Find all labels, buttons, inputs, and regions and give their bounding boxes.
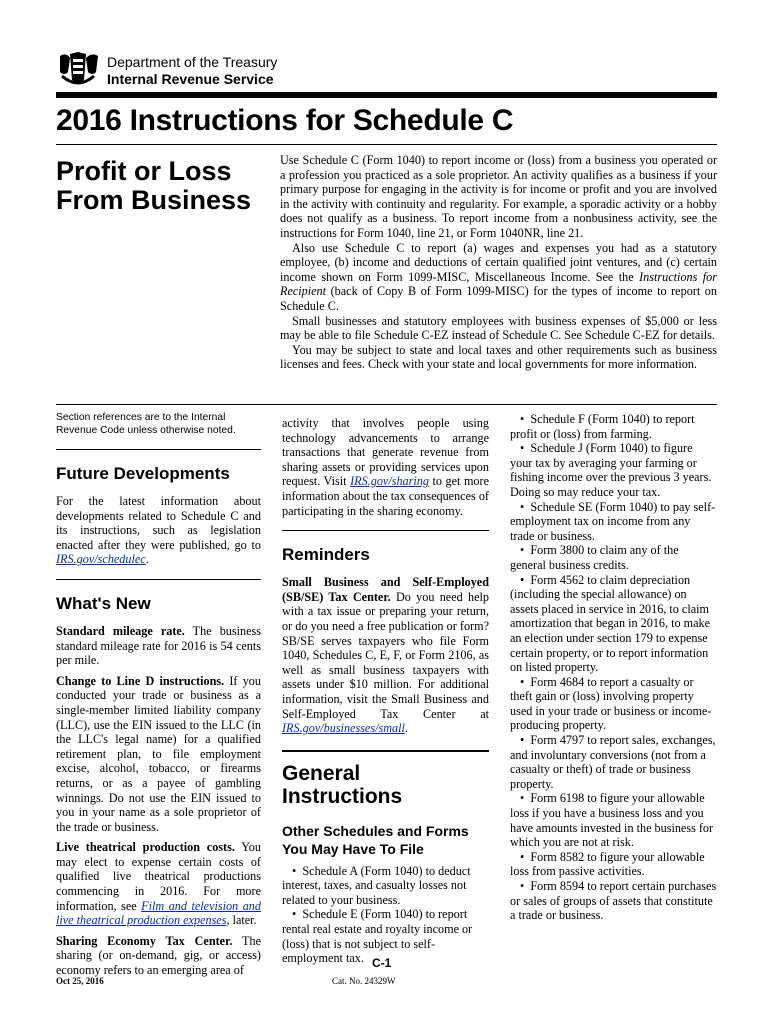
runin-label: Sharing Economy Tax Center.	[56, 933, 233, 948]
revision-date: Oct 25, 2016	[56, 976, 104, 986]
text-span: The sharing (or on-demand, gig, or access) economy refers to an emerging area of	[56, 933, 261, 978]
text-span: to get more information about the tax consequences of participating in the sharing economy.	[282, 474, 489, 518]
line-d-paragraph	[56, 674, 261, 835]
future-developments-heading: Future Developments	[56, 464, 230, 483]
list-item-text: Form 8594 to report certain purchases or sales of groups of assets that constitute a trade or business.	[510, 879, 717, 923]
list-item: • Schedule J (Form 1040) to figure your tax by averaging your farming or fishing income over the previous 3 years. Doing so may reduce your tax.	[510, 441, 712, 499]
intro-paragraph: Use Schedule C (Form 1040) to report income or (loss) from a business you operated or a profession you practiced as a sole proprietor. An activity qualifies as a business if your primary purpose for engaging in the activity is for income or profit and you are involved in the activity with continuity and regularity. For example, a sporadic activity or a hobby does not qualify as a business. To report income from a nonbusiness activity, see the instructions for Form 1040, line 21, or Form 1040NR, line 21.	[280, 153, 717, 240]
column-3	[510, 412, 717, 923]
section-note: Section references are to the Internal Revenue Code unless otherwise noted.	[56, 412, 236, 436]
intro-italic: Instructions for Recipient	[280, 269, 717, 299]
intro-text-span: (back of Copy B of Form 1099-MISC) for the types of income to report on Schedule C.	[280, 284, 717, 313]
whats-new-heading: What's New	[56, 593, 151, 613]
department-name: Department of the Treasury	[107, 54, 278, 70]
intro-text	[280, 153, 717, 372]
small-business-link[interactable]: IRS.gov/businesses/small	[282, 721, 405, 736]
list-item-text: Form 4562 to claim depreciation (including the special allowance) on assets placed in service in 2016, to claim amortization that began in 2016, to make an election under section 179 to expense certain property, or to report information on listed property.	[510, 572, 711, 675]
text-span: activity that involves people using technology advancements to arrange transactions that generate revenue from sharing assets or providing services upon request. Visit	[282, 416, 489, 489]
list-item: • Form 6198 to figure your allowable loss if you have a business loss and you have amounts invested in the business for which you are not at risk.	[510, 791, 714, 850]
agency-name: Internal Revenue Service	[107, 71, 274, 87]
list-item: • Form 3800 to claim any of the general business credits.	[510, 543, 679, 572]
sharing-link[interactable]: IRS.gov/sharing	[350, 474, 429, 489]
text-span: If you conducted your trade or business as a single-member limited liability company (LLC), use the EIN issued to the LLC (in the LLC's legal name) for a qualified retirement plan, to file employment excise, alcohol, tobacco, or firearms returns, or as a payee of gambling winnings. Do not use the EIN issued to you in your name as a sole proprietor of the trade or business.	[56, 673, 261, 834]
other-schedules-heading: Other Schedules and Forms You May Have To File	[282, 822, 469, 857]
list-item: • Schedule F (Form 1040) to report profit or (loss) from farming.	[510, 412, 695, 441]
text-span: , later.	[226, 913, 257, 928]
reminders-heading: Reminders	[282, 545, 370, 565]
theatrical-link[interactable]: Film and television and live theatrical production expenses	[56, 898, 261, 928]
text-span: The business standard mileage rate for 2016 is 54 cents per mile.	[56, 623, 261, 668]
sharing-paragraph	[56, 934, 261, 978]
divider	[56, 579, 261, 580]
intro-paragraph: Small businesses and statutory employees with business expenses of $5,000 or less may be able to file Schedule C-EZ instead of Schedule C. See Schedule C-EZ for details.	[280, 313, 717, 343]
text-span: For the latest information about developments related to Schedule C and its instructions, such as legislation enacted after they were published, go to	[56, 494, 261, 552]
intro-rule	[56, 404, 717, 405]
page-subtitle	[56, 157, 251, 215]
divider	[282, 750, 489, 752]
list-item-text: Form 6198 to figure your allowable loss if you have a business loss and you have amounts invested in the business for which you are not at risk.	[510, 791, 714, 850]
divider	[56, 449, 261, 450]
text-span: You may elect to expense certain costs of qualified live theatrical productions commencing in 2016. For more information, see	[56, 840, 261, 913]
schedulec-link[interactable]: IRS.gov/schedulec	[56, 552, 146, 567]
subtitle-line: From Business	[56, 185, 252, 215]
list-item: • Form 8594 to report certain purchases or sales of groups of assets that constitute a trade or business.	[510, 879, 717, 923]
text-span: .	[404, 721, 408, 736]
list-item: • Schedule E (Form 1040) to report rental real estate and royalty income or (loss) that is not subject to self-employment tax.	[282, 907, 473, 966]
heading-line: Instructions	[282, 784, 403, 808]
mileage-paragraph	[56, 624, 261, 668]
page-number: C-1	[372, 956, 392, 970]
sharing-continued-paragraph	[282, 416, 489, 518]
heading-line: General	[282, 761, 361, 785]
list-item-text: Schedule F (Form 1040) to report profit or (loss) from farming.	[510, 412, 695, 441]
theatrical-paragraph	[56, 840, 261, 928]
divider	[282, 530, 489, 531]
future-developments-text	[56, 494, 261, 567]
irs-eagle-logo-icon	[56, 50, 100, 88]
list-item-text: Form 4797 to report sales, exchanges, and involuntary conversions (not from a casualty or theft) of trade or business property.	[510, 733, 716, 791]
subtitle-line: Profit or Loss	[56, 156, 232, 186]
sbse-paragraph	[282, 575, 489, 736]
list-item: • Form 4562 to claim depreciation (including the special allowance) on assets placed in service in 2016, to claim amortization that began in 2016, to make an election under section 179 to expense certain property, or to report information on listed property.	[510, 572, 711, 675]
list-item-text: Form 3800 to claim any of the general business credits.	[510, 543, 679, 572]
intro-text-span: Also use Schedule C to report (a) wages and expenses you had as a statutory employee, (b) income and deductions of certain qualified joint ventures, and (c) certain income shown on Form 1099-MISC, Miscellaneous Income. See the	[280, 240, 717, 284]
list-item-text: Schedule E (Form 1040) to report rental real estate and royalty income or (loss) that is not subject to self-employment tax.	[282, 907, 473, 966]
runin-label: Change to Line D instructions.	[56, 673, 225, 688]
intro-paragraph	[280, 241, 717, 314]
list-item: • Form 4684 to report a casualty or theft gain or (loss) involving property used in your trade or business or income-producing property.	[510, 674, 712, 733]
list-item-text: Schedule J (Form 1040) to figure your tax by averaging your farming or fishing income over the previous 3 years. Doing so may reduce your tax.	[510, 441, 712, 499]
title-rule	[56, 144, 717, 145]
list-item-text: Schedule A (Form 1040) to deduct interest, taxes, and casualty losses not related to your business.	[282, 863, 471, 907]
text-span: .	[145, 552, 149, 567]
intro-paragraph: You may be subject to state and local taxes and other requirements such as business licenses and fees. Check with your state and local governments for more information.	[280, 342, 717, 372]
list-item-text: Form 8582 to figure your allowable loss from passive activities.	[510, 849, 705, 879]
list-item: • Form 8582 to figure your allowable loss from passive activities.	[510, 849, 705, 879]
text-span: Do you need help with a tax issue or preparing your return, or do you need a free publication or form? SB/SE serves taxpayers who file Form 1040, Schedules C, E, F, or Form 2106, as well as small business taxpayers with assets under $10 million. For additional information, visit the Small Business and Self-Employed Tax Center at	[282, 589, 489, 721]
list-item-text: Schedule SE (Form 1040) to pay self-employment tax on income from any trade or business.	[510, 499, 716, 543]
list-item: • Schedule A (Form 1040) to deduct interest, taxes, and casualty losses not related to your business.	[282, 863, 471, 907]
list-item: • Schedule SE (Form 1040) to pay self-employment tax on income from any trade or business.	[510, 499, 716, 543]
general-instructions-heading	[282, 762, 489, 808]
column-1	[56, 412, 261, 978]
page-title: 2016 Instructions for Schedule C	[56, 104, 514, 137]
header-rule	[56, 92, 717, 98]
catalog-number: Cat. No. 24329W	[332, 976, 396, 986]
runin-label: Small Business and Self-Employed (SB/SE) Tax Center.	[282, 575, 489, 604]
runin-label: Standard mileage rate.	[56, 623, 185, 638]
column-2	[282, 412, 489, 966]
list-item: • Form 4797 to report sales, exchanges, and involuntary conversions (not from a casualty or theft) of trade or business property.	[510, 733, 716, 791]
runin-label: Live theatrical production costs.	[56, 840, 235, 855]
list-item-text: Form 4684 to report a casualty or theft gain or (loss) involving property used in your trade or business or income-producing property.	[510, 674, 712, 733]
